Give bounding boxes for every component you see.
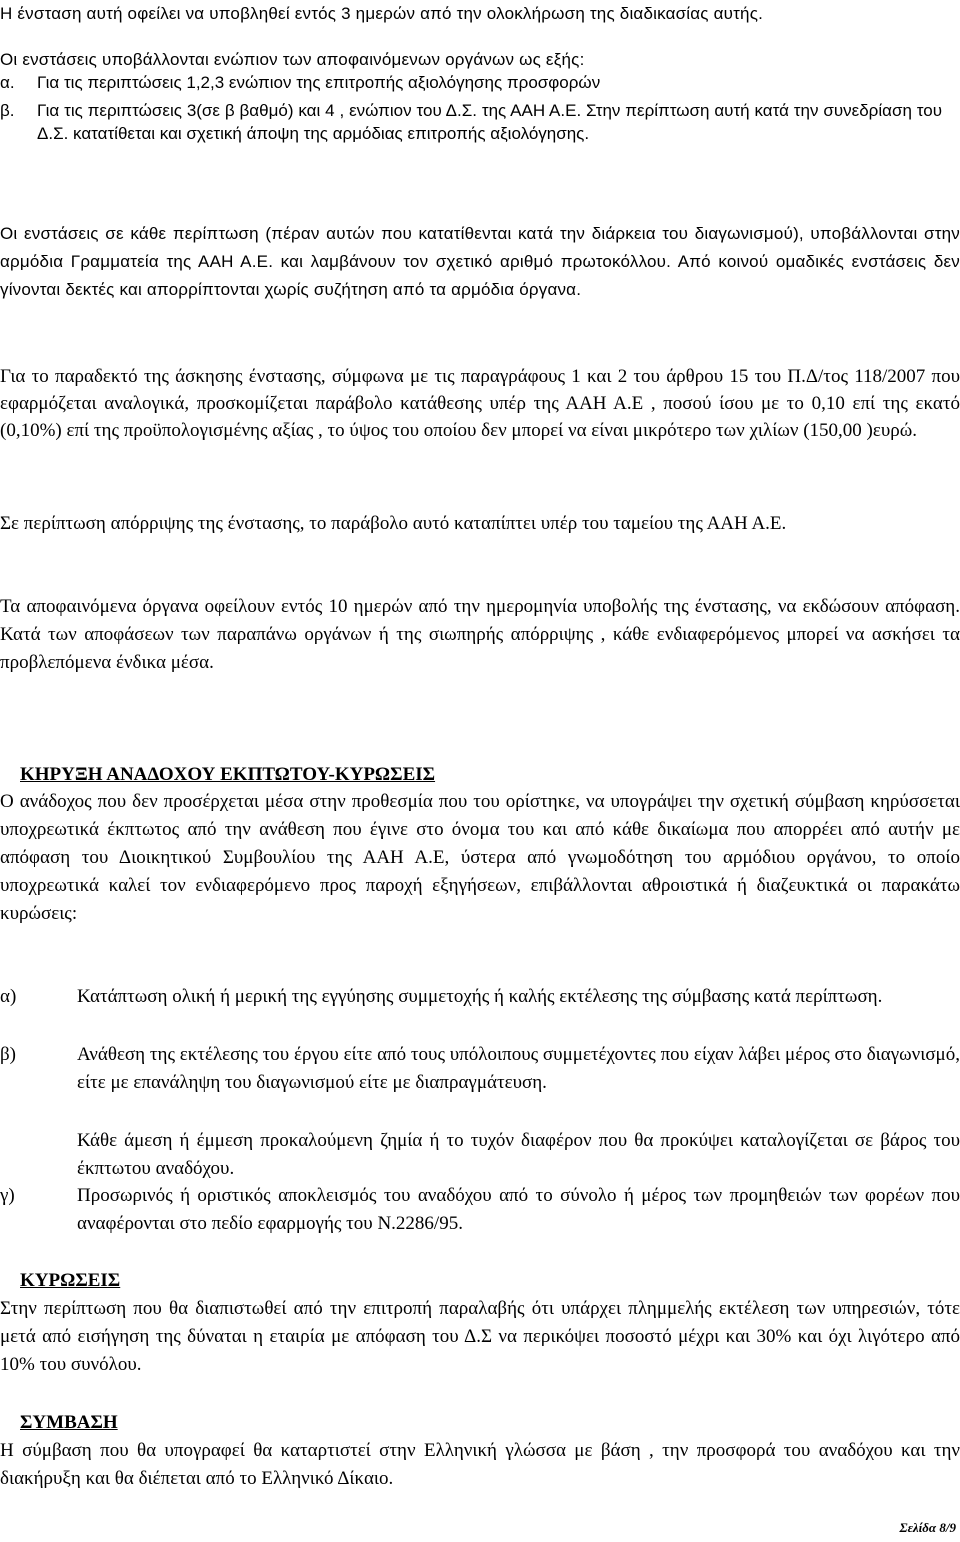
objections-paragraph: Οι ενστάσεις σε κάθε περίπτωση (πέραν αυτών που κατατίθενται κατά την διάρκεια του διαγωνισμού), υποβάλλονται στην αρμόδια Γραμματεία της ΑΑΗ Α.Ε. και λαμβάνουν τον σχετικό αριθμό πρωτοκόλλου. Από κοινού ομαδικές ενστάσεις δεν γίνονται δεκτές και απορρίπτονται χωρίς συζήτηση από τα αρμόδια όργανα. xyxy=(0,224,960,299)
page-number: Σελίδα 8/9 xyxy=(899,1520,956,1535)
forfeit-paragraph: Ο ανάδοχος που δεν προσέρχεται μέσα στην προθεσμία που του ορίστηκε, να υπογράψει την σχετική σύμβαση κηρύσσεται υποχρεωτικά έκπτωτος από την ανάθεση που έγινε στο όνομα του και από κάθε δικαίωμα που απορρέει από αυτήν με απόφαση του Διοικητικού Συμβουλίου της ΑΑΗ Α.Ε, ύστερα από γνωμοδότηση του αρμόδιου οργάνου, το οποίο υποχρεωτικά καλεί τον ενδιαφερόμενο προς παροχή εξηγήσεων, επιβάλλονται αθροιστικά ή διαζευκτικά οι παρακάτω κυρώσεις: xyxy=(0,791,960,924)
sanctions-paragraph: Στην περίπτωση που θα διαπιστωθεί από την επιτροπή παραλαβής ότι υπάρχει πλημμελής εκτέλεση των υπηρεσιών, τότε μετά από εισήγηση της δύναται η εταιρία με απόφαση του Δ.Σ να περικόψει ποσοστό μέχρι και 30% και όχι λιγότερο από 10% του συνόλου. xyxy=(0,1298,960,1375)
intro-item-a-text: Για τις περιπτώσεις 1,2,3 ενώπιον της επιτροπής αξιολόγησης προσφορών xyxy=(37,73,601,92)
deadline-paragraph: Τα αποφαινόμενα όργανα οφείλουν εντός 10 ημερών από την ημερομηνία υποβολής της ένστασης, να εκδώσουν απόφαση. Κατά των αποφάσεων των παραπάνω οργάνων ή της σιωπηρής απόρριψης , κάθε ενδιαφερόμενος μπορεί να ασκήσει τα προβλεπόμενα ένδικα μέσα. xyxy=(0,596,960,673)
contract-paragraph: Η σύμβαση που θα υπογραφεί θα καταρτιστεί στην Ελληνική γλώσσα με βάση , την προσφορά του αναδόχου και την διακήρυξη και θα διέπεται από το Ελληνικό Δίκαιο. xyxy=(0,1440,960,1489)
intro-item-b-marker: β. xyxy=(0,101,15,120)
forfeit-list-item-b-note-text: Κάθε άμεση ή έμμεση προκαλούμενη ζημία ή το τυχόν διαφέρον που θα προκύψει καταλογίζεται σε βάρος του έκπτωτου αναδόχου. xyxy=(77,1130,960,1179)
contract-heading: ΣΥΜΒΑΣΗ xyxy=(20,1412,118,1433)
forfeit-list-item-b-marker: β) xyxy=(0,1044,16,1065)
intro-item-b-text: Για τις περιπτώσεις 3(σε β βαθμό) και 4 , ενώπιον του Δ.Σ. της ΑΑΗ Α.Ε. Στην περίπτωση αυτή κατά την συνεδρίαση του Δ.Σ. κατατίθεται και σχετική άποψη της αρμόδιας επιτροπής αξιολόγησης. xyxy=(37,101,942,143)
forfeit-list-item-a-marker: α) xyxy=(0,986,17,1007)
intro-line-1: Η ένσταση αυτή οφείλει να υποβληθεί εντός 3 ημερών από την ολοκλήρωση της διαδικασίας αυτής. xyxy=(0,4,764,23)
sanctions-heading: ΚΥΡΩΣΕΙΣ xyxy=(20,1270,121,1291)
forfeit-list-item-a-text: Κατάπτωση ολική ή μερική της εγγύησης συμμετοχής ή καλής εκτέλεσης της σύμβασης κατά περίπτωση. xyxy=(77,986,883,1007)
forfeit-heading: ΚΗΡΥΞΗ ΑΝΑΔΟΧΟΥ ΕΚΠΤΩΤΟΥ-ΚΥΡΩΣΕΙΣ xyxy=(20,764,436,785)
forfeit-list-item-c-text: Προσωρινός ή οριστικός αποκλεισμός του αναδόχου από το σύνολο ή μέρος των προμηθειών των φορέων που αναφέρονται στο πεδίο εφαρμογής του Ν.2286/95. xyxy=(77,1185,960,1234)
fee-paragraph: Για το παραδεκτό της άσκησης ένστασης, σύμφωνα με τις παραγράφους 1 και 2 του άρθρου 15 του Π.Δ/τος 118/2007 που εφαρμόζεται αναλογικά, προσκομίζεται παράβολο κατάθεσης υπέρ της ΑΑΗ Α.Ε , ποσού ίσου με το 0,10 επί της εκατό (0,10%) επί της προϋπολογισμένης αξίας , το ύψος του οποίου δεν μπορεί να είναι μικρότερο των χιλίων (150,00 )ευρώ. xyxy=(0,366,960,441)
forfeit-list-item-c-marker: γ) xyxy=(0,1185,15,1206)
intro-item-a-marker: α. xyxy=(0,73,15,92)
rejection-paragraph: Σε περίπτωση απόρριψης της ένστασης, το παράβολο αυτό καταπίπτει υπέρ του ταμείου της ΑΑΗ Α.Ε. xyxy=(0,513,787,534)
forfeit-list-item-b-text: Ανάθεση της εκτέλεσης του έργου είτε από τους υπόλοιπους συμμετέχοντες που είχαν λάβει μέρος στο διαγωνισμό, είτε με επανάληψη του διαγωνισμού είτε με διαπραγμάτευση. xyxy=(77,1044,960,1093)
intro-line-2: Οι ενστάσεις υποβάλλονται ενώπιον των αποφαινόμενων οργάνων ως εξής: xyxy=(0,50,585,69)
